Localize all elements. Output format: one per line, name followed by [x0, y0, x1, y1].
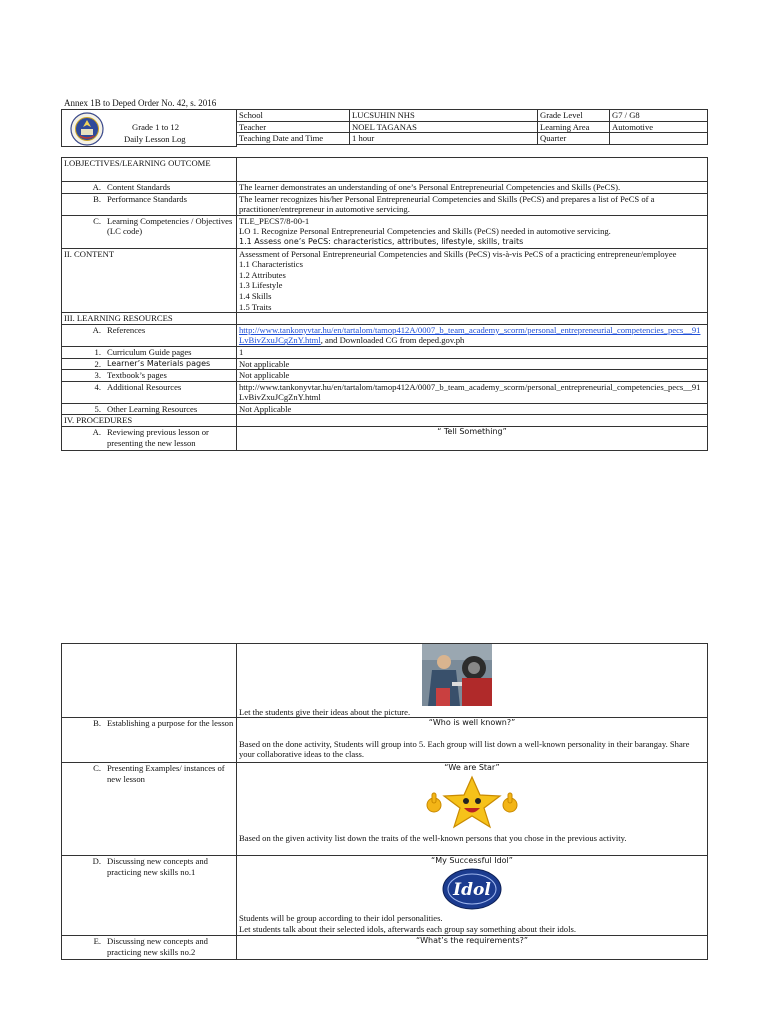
objectives-value-empty [237, 158, 708, 182]
item-letter: C. [93, 763, 101, 773]
content-item: 1.1 Characteristics [239, 259, 303, 270]
textbook-label: Textbook’s pages [107, 370, 167, 381]
objectives-heading: I.OBJECTIVES/LEARNING OUTCOME [62, 158, 237, 182]
idol-logo-icon [442, 868, 502, 910]
item-number: 5. [94, 403, 101, 414]
performance-standards-value: The learner recognizes his/her Personal Entrepreneurial Competencies and Skills (PeCS) and prepares a list of PeCS of a practitioner/entrepreneur in automotive servicing. [237, 193, 708, 215]
other-resources-label: Other Learning Resources [107, 403, 198, 414]
school-label: School [237, 110, 350, 122]
we-are-star-title: “We are Star” [444, 763, 500, 772]
teacher-label: Teacher [237, 121, 350, 133]
header-info-table [236, 109, 708, 145]
item-letter: A. [92, 324, 101, 335]
item-letter: A. [92, 182, 101, 192]
content-item: 1.2 Attributes [239, 269, 286, 280]
additional-resources-value: http://www.tankonyvtar.hu/en/tartalom/tamop412A/0007_b_team_academy_scorm/personal_entrepreneurial_competencies_pecs__91LvBivZxuJCgZnY.html [237, 381, 708, 403]
curriculum-guide-label: Curriculum Guide pages [107, 346, 192, 357]
item-letter: E. [93, 936, 101, 946]
reference-link[interactable]: http://www.tankonyvtar.hu/en/tartalom/tamop412A/0007_b_team_academy_scorm/personal_entrepreneurial_competencies_pecs__91LvBivZxuJCgZnY.html [239, 324, 701, 346]
item-number: 2. [94, 358, 101, 369]
idol-body-2: Let students talk about their selected idols, afterwards each group say something about their idols. [239, 924, 576, 934]
item-letter: D. [92, 856, 101, 866]
content-standards-value: The learner demonstrates an understanding of one’s Personal Entrepreneurial Competencies and Skills (PeCS). [237, 182, 708, 194]
content-item: 1.4 Skills [239, 290, 272, 301]
reference-tail: , and Downloaded CG from deped.gov.ph [320, 335, 465, 346]
discussing-concepts-1-label: Discussing new concepts and practicing new skills no.1 [107, 856, 208, 877]
teaching-date-label: Teaching Date and Time [237, 133, 350, 145]
grade-level-value: G7 / G8 [610, 110, 708, 122]
my-successful-idol-title: “My Successful Idol” [431, 856, 513, 865]
other-resources-value: Not Applicable [237, 403, 708, 415]
performance-standards-label: Performance Standards [107, 193, 187, 204]
picture-caption: Let the students give their ideas about the picture. [239, 707, 411, 717]
content-item: 1.5 Traits [239, 301, 272, 312]
assessment-objective: 1.1 Assess one’s PeCS: characteristics, attributes, lifestyle, skills, traits [239, 236, 524, 246]
idol-body-1: Students will be group according to their idol personalities. [239, 913, 443, 923]
header-logo-cell [61, 109, 237, 147]
procedures-heading: IV. PROCEDURES [62, 415, 237, 427]
discussing-concepts-2-label: Discussing new concepts and practicing new skills no.2 [107, 936, 208, 957]
learners-materials-value: Not applicable [237, 358, 708, 370]
annex-line: Annex 1B to Deped Order No. 42, s. 2016 [64, 98, 217, 108]
grade-range: Grade 1 to 12 [132, 122, 180, 132]
star-thumbs-up-icon [422, 773, 522, 829]
lesson-table-page-1 [61, 157, 708, 451]
content-intro: Assessment of Personal Entrepreneurial Competencies and Skills (PeCS) vis-à-vis PeCS of a practicing entrepreneur/employee [239, 248, 677, 259]
learning-competencies-label: Learning Competencies / Objectives (LC code) [107, 215, 233, 237]
item-letter: B. [93, 718, 101, 728]
item-number: 1. [94, 346, 101, 357]
references-label: References [107, 324, 146, 335]
content-item: 1.3 Lifestyle [239, 280, 283, 291]
learning-area-label: Learning Area [538, 121, 610, 133]
learning-area-value: Automotive [610, 121, 708, 133]
teacher-value: NOEL TAGANAS [350, 121, 538, 133]
grade-level-label: Grade Level [538, 110, 610, 122]
curriculum-guide-value: 1 [237, 346, 708, 358]
item-letter: A. [92, 427, 101, 438]
item-number: 4. [94, 381, 101, 392]
item-letter: C. [93, 215, 101, 226]
textbook-value: Not applicable [237, 370, 708, 382]
deped-seal-icon [70, 112, 104, 146]
school-value: LUCSUHIN NHS [350, 110, 538, 122]
mechanic-photo [422, 644, 492, 706]
item-number: 3. [94, 370, 101, 381]
reviewing-label: Reviewing previous lesson or presenting the new lesson [107, 427, 209, 448]
whats-the-requirements-title: “What’s the requirements?” [237, 936, 708, 960]
who-is-well-known-body: Based on the done activity, Students will group into 5. Each group will list down a well-known personality in their barangay. Share your collaborative ideas to the class. [239, 738, 690, 760]
learning-resources-heading: III. LEARNING RESOURCES [62, 313, 237, 325]
we-are-star-body: Based on the given activity list down the traits of the well-known persons that you chose in the previous activity. [239, 833, 627, 843]
quarter-label: Quarter [538, 133, 610, 145]
content-standards-label: Content Standards [107, 182, 171, 192]
who-is-well-known-title: “Who is well known?” [428, 718, 516, 727]
learners-materials-label: Learner’s Materials pages [107, 358, 211, 368]
additional-resources-label: Additional Resources [107, 381, 182, 392]
establishing-purpose-label: Establishing a purpose for the lesson [107, 718, 234, 728]
quarter-value [610, 133, 708, 145]
lesson-log-title: Daily Lesson Log [124, 134, 186, 144]
learning-outcome: LO 1. Recognize Personal Entrepreneurial Competencies and Skills (PeCS) needed in automotive servicing. [239, 226, 611, 237]
lc-code: TLE_PECS7/8-00-1 [239, 215, 310, 226]
content-heading: II. CONTENT [62, 248, 237, 313]
item-letter: B. [93, 193, 101, 204]
idol-logo-text: Idol [453, 880, 491, 900]
presenting-examples-label: Presenting Examples/ instances of new lesson [107, 763, 225, 784]
lesson-table-page-2 [61, 643, 708, 960]
teaching-date-value: 1 hour [350, 133, 538, 145]
tell-something-title: “ Tell Something” [237, 427, 708, 451]
